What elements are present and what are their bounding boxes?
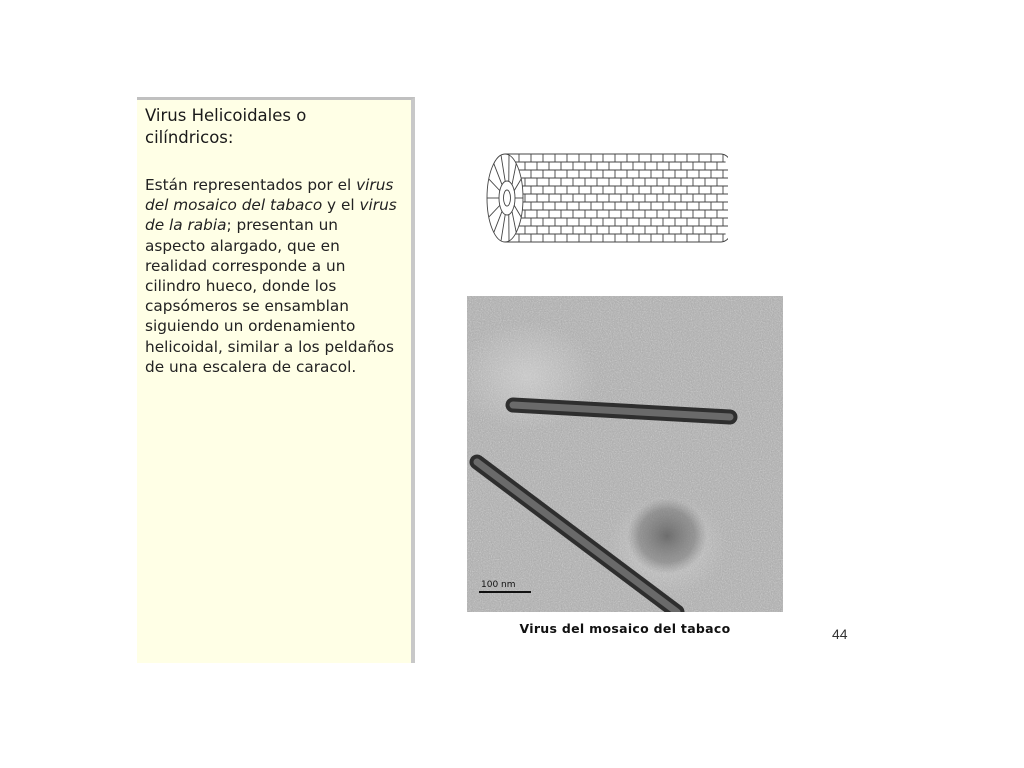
title-line-1: Virus Helicoidales o bbox=[145, 106, 307, 125]
figure-caption: Virus del mosaico del tabaco bbox=[519, 621, 731, 636]
micrograph-image bbox=[467, 296, 783, 612]
helical-capsid-diagram bbox=[483, 148, 728, 248]
title-colon: : bbox=[227, 128, 234, 147]
slide-number: 44 bbox=[832, 626, 848, 642]
text-run: Están representados por el bbox=[145, 176, 357, 194]
text-run: ; presentan un aspecto alargado, que en realidad corresponde a un cilindro hueco, donde los capsómeros se ensamblan siguiendo un ordenamiento helicoidal, similar a los peldaños de una escalera de caracol. bbox=[145, 216, 394, 376]
text-panel bbox=[137, 97, 415, 663]
text-run: y el bbox=[322, 196, 360, 215]
slide-title bbox=[145, 105, 403, 149]
description-paragraph bbox=[145, 175, 403, 377]
capsid-outline bbox=[505, 154, 728, 242]
scale-label: 100 nm bbox=[481, 580, 516, 590]
italic-run: virus de la rabia bbox=[145, 196, 397, 235]
italic-run: virus del mosaico del tabaco bbox=[145, 176, 394, 215]
electron-micrograph bbox=[467, 296, 783, 612]
spherical-particle bbox=[627, 498, 707, 574]
title-line-2: cilíndricos bbox=[145, 128, 228, 147]
capsid-drawing bbox=[483, 148, 728, 248]
